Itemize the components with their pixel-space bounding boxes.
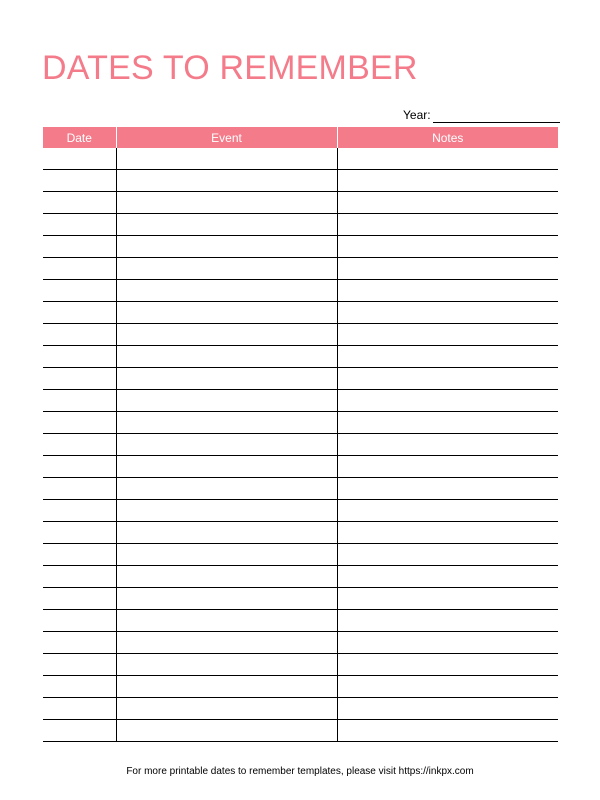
header-event: Event xyxy=(116,127,337,148)
table-header-row xyxy=(43,127,558,148)
notes-cell xyxy=(337,434,558,456)
table-row xyxy=(43,390,558,412)
table-row xyxy=(43,346,558,368)
table-row xyxy=(43,412,558,434)
date-cell xyxy=(43,390,116,412)
table-row xyxy=(43,434,558,456)
event-cell xyxy=(116,302,337,324)
event-cell xyxy=(116,654,337,676)
event-cell xyxy=(116,456,337,478)
event-cell xyxy=(116,192,337,214)
event-cell xyxy=(116,720,337,742)
table-row xyxy=(43,610,558,632)
event-cell xyxy=(116,632,337,654)
date-cell xyxy=(43,566,116,588)
notes-cell xyxy=(337,148,558,170)
event-cell xyxy=(116,346,337,368)
event-cell xyxy=(116,478,337,500)
table-body xyxy=(43,148,558,742)
table-row xyxy=(43,236,558,258)
date-cell xyxy=(43,478,116,500)
notes-cell xyxy=(337,346,558,368)
event-cell xyxy=(116,148,337,170)
notes-cell xyxy=(337,236,558,258)
table-row xyxy=(43,522,558,544)
date-cell xyxy=(43,720,116,742)
table-row xyxy=(43,324,558,346)
date-cell xyxy=(43,654,116,676)
notes-cell xyxy=(337,192,558,214)
notes-cell xyxy=(337,654,558,676)
event-cell xyxy=(116,258,337,280)
event-cell xyxy=(116,412,337,434)
date-cell xyxy=(43,368,116,390)
event-cell xyxy=(116,214,337,236)
notes-cell xyxy=(337,566,558,588)
notes-cell xyxy=(337,456,558,478)
notes-cell xyxy=(337,478,558,500)
event-cell xyxy=(116,676,337,698)
date-cell xyxy=(43,214,116,236)
year-label: Year: xyxy=(403,108,431,122)
event-cell xyxy=(116,566,337,588)
date-cell xyxy=(43,324,116,346)
event-cell xyxy=(116,698,337,720)
table-row xyxy=(43,588,558,610)
notes-cell xyxy=(337,610,558,632)
table-row xyxy=(43,654,558,676)
table-row xyxy=(43,192,558,214)
table-row xyxy=(43,478,558,500)
dates-table xyxy=(43,127,558,742)
event-cell xyxy=(116,500,337,522)
table-row xyxy=(43,280,558,302)
date-cell xyxy=(43,280,116,302)
event-cell xyxy=(116,280,337,302)
notes-cell xyxy=(337,280,558,302)
date-cell xyxy=(43,434,116,456)
notes-cell xyxy=(337,500,558,522)
event-cell xyxy=(116,610,337,632)
notes-cell xyxy=(337,676,558,698)
date-cell xyxy=(43,610,116,632)
notes-cell xyxy=(337,544,558,566)
event-cell xyxy=(116,170,337,192)
date-cell xyxy=(43,522,116,544)
table-row xyxy=(43,720,558,742)
event-cell xyxy=(116,368,337,390)
notes-cell xyxy=(337,324,558,346)
table-row xyxy=(43,368,558,390)
date-cell xyxy=(43,236,116,258)
table-row xyxy=(43,456,558,478)
notes-cell xyxy=(337,522,558,544)
date-cell xyxy=(43,192,116,214)
event-cell xyxy=(116,522,337,544)
notes-cell xyxy=(337,588,558,610)
table-row xyxy=(43,676,558,698)
date-cell xyxy=(43,500,116,522)
date-cell xyxy=(43,676,116,698)
date-cell xyxy=(43,698,116,720)
event-cell xyxy=(116,324,337,346)
event-cell xyxy=(116,390,337,412)
date-cell xyxy=(43,544,116,566)
date-cell xyxy=(43,632,116,654)
notes-cell xyxy=(337,258,558,280)
date-cell xyxy=(43,148,116,170)
page-title: DATES TO REMEMBER xyxy=(42,49,418,87)
table-row xyxy=(43,544,558,566)
event-cell xyxy=(116,434,337,456)
notes-cell xyxy=(337,214,558,236)
event-cell xyxy=(116,588,337,610)
date-cell xyxy=(43,412,116,434)
date-cell xyxy=(43,456,116,478)
notes-cell xyxy=(337,302,558,324)
notes-cell xyxy=(337,390,558,412)
table-row xyxy=(43,170,558,192)
table-row xyxy=(43,632,558,654)
table-row xyxy=(43,500,558,522)
date-cell xyxy=(43,258,116,280)
header-date: Date xyxy=(66,130,92,145)
event-cell xyxy=(116,544,337,566)
table-row xyxy=(43,148,558,170)
notes-cell xyxy=(337,698,558,720)
notes-cell xyxy=(337,412,558,434)
notes-cell xyxy=(337,170,558,192)
event-cell xyxy=(116,236,337,258)
date-cell xyxy=(43,170,116,192)
notes-cell xyxy=(337,368,558,390)
date-cell xyxy=(43,346,116,368)
date-cell xyxy=(43,588,116,610)
year-field xyxy=(403,105,560,123)
date-cell xyxy=(43,302,116,324)
notes-cell xyxy=(337,632,558,654)
table-row xyxy=(43,698,558,720)
footer-note: For more printable dates to remember templates, please visit https://inkpx.com xyxy=(126,766,474,777)
table-row xyxy=(43,258,558,280)
year-blank-line xyxy=(433,107,560,123)
table-row xyxy=(43,566,558,588)
notes-cell xyxy=(337,720,558,742)
header-notes: Notes xyxy=(337,127,558,148)
table-row xyxy=(43,302,558,324)
table-row xyxy=(43,214,558,236)
